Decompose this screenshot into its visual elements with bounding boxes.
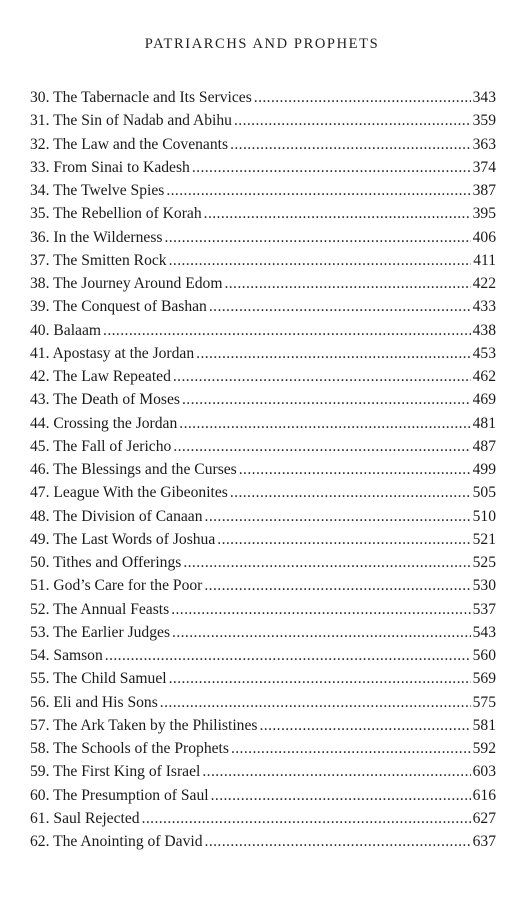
running-head: PATRIARCHS AND PROPHETS — [144, 36, 380, 52]
toc-entry — [30, 691, 496, 714]
chapter-title: 44. Crossing the Jordan — [30, 414, 178, 432]
dot-leader — [254, 86, 471, 109]
toc-entry — [30, 435, 496, 458]
page-number: 543 — [472, 623, 496, 641]
dot-leader — [173, 435, 470, 458]
dot-leader — [205, 505, 471, 528]
toc-entry — [30, 156, 496, 179]
toc-entry — [30, 226, 496, 249]
toc-entry — [30, 644, 496, 667]
toc-entry — [30, 807, 496, 830]
toc-entry — [30, 481, 496, 504]
chapter-title: 62. The Anointing of David — [30, 833, 203, 850]
chapter-title: 45. The Fall of Jericho — [30, 437, 172, 455]
dot-leader — [217, 528, 470, 551]
page-number: 481 — [472, 414, 496, 432]
chapter-title: 49. The Last Words of Joshua — [30, 530, 216, 548]
dot-leader — [231, 737, 471, 760]
toc-entry — [30, 295, 496, 318]
toc-entry — [30, 574, 496, 597]
chapter-title: 48. The Division of Canaan — [30, 507, 203, 525]
page-number: 505 — [472, 484, 496, 502]
toc-entry — [30, 505, 496, 528]
page-number: 359 — [472, 112, 496, 130]
page-number: 525 — [472, 554, 496, 571]
page-number: 374 — [472, 158, 496, 176]
toc-entry — [30, 760, 496, 783]
page-number: 521 — [472, 530, 496, 548]
toc-entry — [30, 272, 496, 295]
page-number: 592 — [472, 740, 496, 757]
page-number: 387 — [472, 182, 496, 199]
dot-leader — [205, 830, 471, 853]
dot-leader — [105, 644, 471, 667]
dot-leader — [182, 388, 471, 411]
chapter-title: 52. The Annual Feasts — [30, 600, 170, 618]
toc-entry — [30, 598, 496, 621]
page-number: 575 — [472, 693, 496, 711]
chapter-title: 54. Samson — [30, 647, 103, 664]
page-number: 616 — [472, 786, 496, 804]
page-number: 453 — [472, 344, 496, 362]
dot-leader — [202, 760, 470, 783]
page-number: 462 — [472, 368, 496, 385]
dot-leader — [230, 481, 471, 504]
chapter-title: 31. The Sin of Nadab and Abihu — [30, 112, 232, 130]
chapter-title: 40. Balaam — [30, 321, 102, 339]
page-number: 560 — [472, 647, 496, 664]
chapter-title: 47. League With the Gibeonites — [30, 484, 228, 502]
page-number: 603 — [472, 763, 496, 781]
toc-entry — [30, 109, 496, 132]
toc-entry — [30, 388, 496, 411]
chapter-title: 53. The Earlier Judges — [30, 623, 171, 641]
page-number: 343 — [472, 89, 496, 106]
dot-leader — [259, 714, 470, 737]
page-number: 422 — [472, 275, 496, 292]
chapter-title: 59. The First King of Israel — [30, 763, 201, 781]
chapter-title: 43. The Death of Moses — [30, 391, 180, 409]
page-number: 637 — [472, 833, 496, 850]
toc-entry — [30, 319, 496, 342]
dot-leader — [172, 621, 471, 644]
toc-entry — [30, 714, 496, 737]
chapter-title: 46. The Blessings and the Curses — [30, 461, 237, 478]
toc-entry — [30, 784, 496, 807]
dot-leader — [192, 156, 471, 179]
dot-leader — [171, 598, 470, 621]
chapter-title: 39. The Conquest of Bashan — [30, 298, 207, 316]
table-of-contents — [30, 86, 496, 853]
dot-leader — [239, 458, 471, 481]
chapter-title: 35. The Rebellion of Korah — [30, 205, 202, 223]
page-number: 363 — [472, 135, 496, 153]
dot-leader — [224, 272, 470, 295]
toc-entry — [30, 202, 496, 225]
chapter-title: 34. The Twelve Spies — [30, 182, 165, 199]
dot-leader — [169, 667, 471, 690]
chapter-title: 57. The Ark Taken by the Philistines — [30, 716, 258, 734]
toc-entry — [30, 551, 496, 574]
toc-entry — [30, 830, 496, 853]
toc-entry — [30, 179, 496, 202]
page-number: 510 — [472, 507, 496, 525]
chapter-title: 60. The Presumption of Saul — [30, 786, 209, 804]
page-number: 537 — [472, 600, 496, 618]
dot-leader — [160, 691, 471, 714]
chapter-title: 30. The Tabernacle and Its Services — [30, 89, 252, 106]
dot-leader — [211, 784, 471, 807]
page-number: 438 — [472, 321, 496, 339]
page-number: 487 — [472, 437, 496, 455]
chapter-title: 38. The Journey Around Edom — [30, 275, 223, 292]
page-number: 433 — [472, 298, 496, 316]
chapter-title: 41. Apostasy at the Jordan — [30, 344, 195, 362]
dot-leader — [204, 574, 470, 597]
dot-leader — [196, 342, 470, 365]
dot-leader — [169, 249, 472, 272]
dot-leader — [183, 551, 470, 574]
dot-leader — [204, 202, 471, 225]
chapter-title: 37. The Smitten Rock — [30, 251, 167, 269]
toc-entry — [30, 342, 496, 365]
chapter-title: 42. The Law Repeated — [30, 368, 171, 385]
chapter-title: 36. In the Wilderness — [30, 228, 163, 246]
toc-entry — [30, 667, 496, 690]
toc-entry — [30, 458, 496, 481]
toc-entry — [30, 621, 496, 644]
chapter-title: 56. Eli and His Sons — [30, 693, 158, 711]
dot-leader — [142, 807, 471, 830]
chapter-title: 33. From Sinai to Kadesh — [30, 158, 190, 176]
dot-leader — [173, 365, 471, 388]
dot-leader — [179, 412, 470, 435]
page-number: 530 — [472, 577, 496, 595]
dot-leader — [234, 109, 471, 132]
page-number: 411 — [473, 251, 496, 269]
toc-entry — [30, 528, 496, 551]
page-number: 499 — [472, 461, 496, 478]
toc-entry — [30, 737, 496, 760]
toc-entry — [30, 249, 496, 272]
chapter-title: 55. The Child Samuel — [30, 670, 167, 688]
toc-entry — [30, 133, 496, 156]
toc-entry — [30, 412, 496, 435]
page-number: 627 — [472, 809, 496, 827]
toc-entry — [30, 365, 496, 388]
dot-leader — [164, 226, 470, 249]
page-number: 406 — [472, 228, 496, 246]
chapter-title: 50. Tithes and Offerings — [30, 554, 182, 571]
page-number: 395 — [472, 205, 496, 223]
page-number: 469 — [472, 391, 496, 409]
toc-entry — [30, 86, 496, 109]
chapter-title: 51. God’s Care for the Poor — [30, 577, 203, 595]
dot-leader — [230, 133, 471, 156]
page-number: 569 — [472, 670, 496, 688]
chapter-title: 61. Saul Rejected — [30, 809, 140, 827]
dot-leader — [166, 179, 470, 202]
dot-leader — [209, 295, 471, 318]
chapter-title: 32. The Law and the Covenants — [30, 135, 229, 153]
chapter-title: 58. The Schools of the Prophets — [30, 740, 229, 757]
dot-leader — [103, 319, 471, 342]
page-number: 581 — [472, 716, 496, 734]
